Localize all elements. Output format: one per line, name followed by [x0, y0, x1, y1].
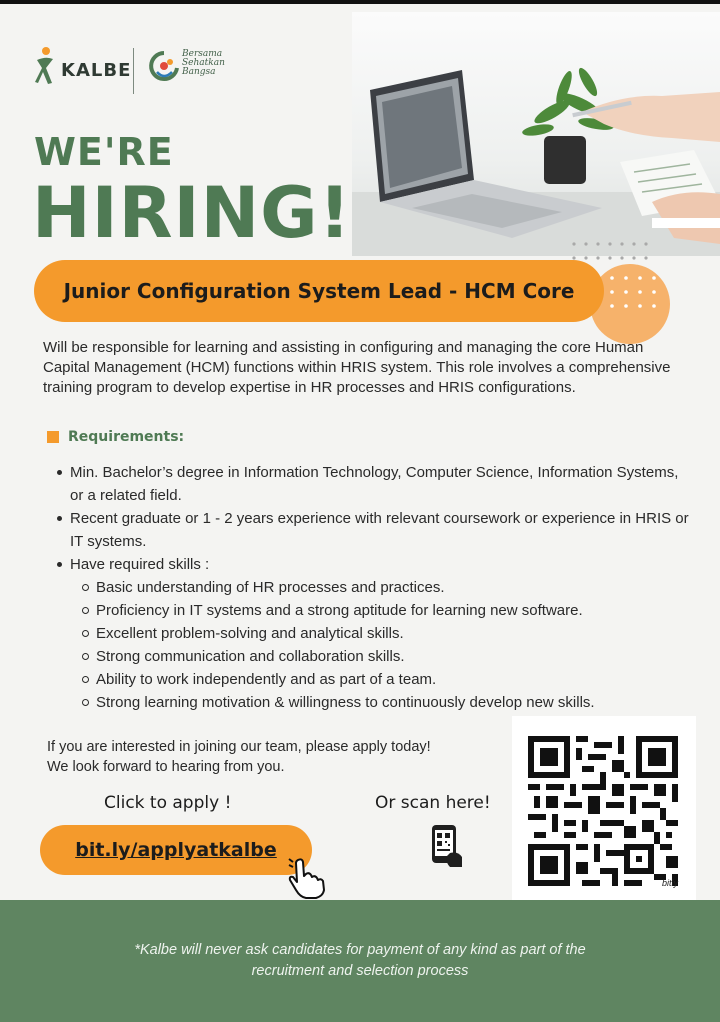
- requirement-item: Min. Bachelor’s degree in Information Technology, Computer Science, Information Systems, or a related field.: [55, 461, 695, 507]
- kalbe-logo-icon: [34, 46, 56, 86]
- requirements-list: [55, 461, 695, 714]
- requirement-item: Recent graduate or 1 - 2 years experience with relevant coursework or experience in HRIS or IT systems.: [55, 507, 695, 553]
- headline-hiring: HIRING!: [32, 172, 352, 254]
- phone-qr-icon: [428, 823, 466, 869]
- skill-item: Proficiency in IT systems and a strong aptitude for learning new software.: [82, 599, 695, 622]
- hand-cursor-icon: [286, 856, 328, 900]
- tagline-line-2: Sehatkan: [182, 58, 225, 68]
- qr-code-card[interactable]: [512, 716, 696, 902]
- headline-were: WE'RE: [34, 130, 174, 174]
- cta-message: [47, 737, 431, 777]
- office-photo: [352, 12, 720, 256]
- cta-line-1: If you are interested in joining our team, please apply today!: [47, 739, 431, 755]
- footer-disclaimer: *Kalbe will never ask candidates for payment of any kind as part of the recruitment and selection process: [134, 942, 586, 979]
- job-title: Junior Configuration System Lead - HCM Core: [63, 279, 575, 303]
- requirements-heading-text: Requirements:: [68, 429, 185, 445]
- job-title-banner: [34, 260, 604, 322]
- requirements-heading: [47, 429, 184, 445]
- skill-item: Strong learning motivation & willingness to continuously develop new skills.: [82, 691, 695, 714]
- click-to-apply-label: Click to apply !: [104, 793, 232, 813]
- decorative-dots-white: [606, 272, 666, 322]
- skills-list: [70, 576, 695, 714]
- apply-link-button[interactable]: [40, 825, 312, 875]
- requirement-skills-label: Have required skills :: [70, 556, 210, 573]
- qr-brand-label: bitly: [661, 878, 678, 888]
- bersama-sehatkan-bangsa-logo: [148, 50, 225, 86]
- brand-name: KALBE: [61, 59, 132, 81]
- job-description: Will be responsible for learning and assisting in configuring and managing the core Human Capital Management (HCM) functions within HRIS system. This role involves a comprehensive training program to develop expertise in HR processes and HRIS configurations.: [43, 339, 671, 396]
- kalbe-logo: [34, 46, 131, 86]
- requirement-item-skills: [55, 553, 695, 714]
- skill-item: Basic understanding of HR processes and practices.: [82, 576, 695, 599]
- tagline-line-1: Bersama: [182, 49, 223, 59]
- skill-item: Excellent problem-solving and analytical skills.: [82, 622, 695, 645]
- logo-divider: [133, 48, 134, 94]
- orange-square-icon: [47, 431, 59, 443]
- cta-line-2: We look forward to hearing from you.: [47, 759, 285, 775]
- apply-link-text[interactable]: bit.ly/applyatkalbe: [75, 839, 277, 861]
- skill-item: Strong communication and collaboration skills.: [82, 645, 695, 668]
- scan-here-label: Or scan here!: [375, 793, 491, 813]
- hiring-poster: [0, 4, 720, 1022]
- tagline-line-3: Bangsa: [182, 67, 216, 77]
- footer-banner: [0, 900, 720, 1022]
- qr-code[interactable]: [528, 736, 678, 886]
- skill-item: Ability to work independently and as part of a team.: [82, 668, 695, 691]
- bersama-sehatkan-bangsa-logo-icon: [148, 50, 180, 86]
